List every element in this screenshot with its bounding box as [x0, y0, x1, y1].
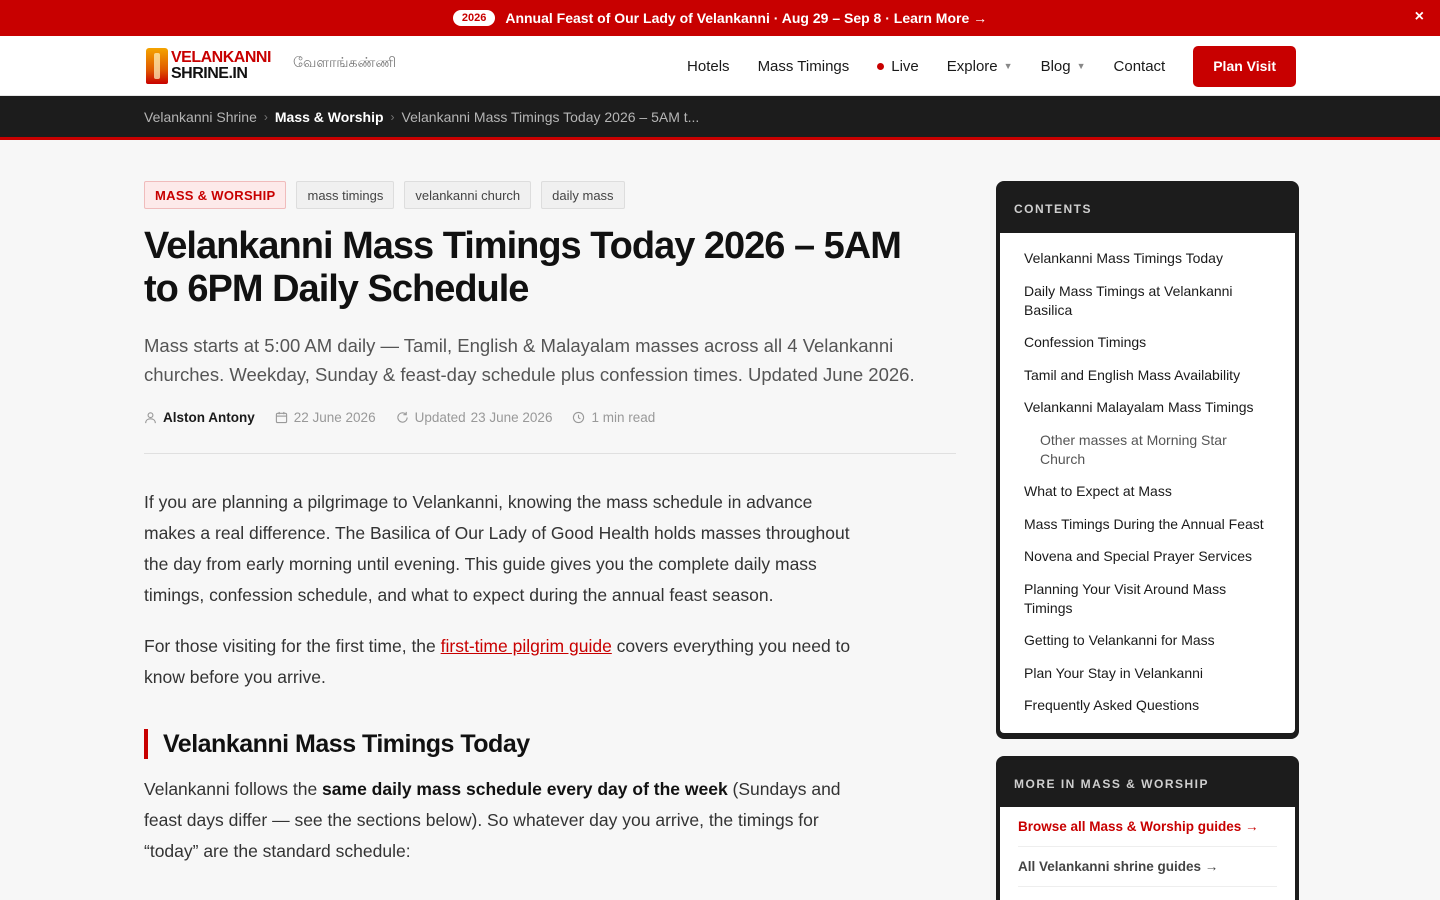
page-title: Velankanni Mass Timings Today 2026 – 5AM to 6PM Daily Schedule — [144, 225, 901, 310]
toc-item[interactable]: Novena and Special Prayer Services — [1024, 548, 1253, 564]
logo-wordmark — [171, 50, 271, 82]
chevron-down-icon: ▼ — [1003, 61, 1013, 71]
toc-item[interactable]: Frequently Asked Questions — [1024, 697, 1200, 713]
table-of-contents — [996, 181, 1299, 739]
announcement-text[interactable]: Annual Feast of Our Lady of Velankanni · Aug 29 – Sep 8 · Learn More → — [505, 10, 988, 26]
year-badge: 2026 — [453, 10, 495, 26]
logo-line-1: VELANKANNI — [171, 49, 271, 66]
nav-live-label: Live — [891, 57, 919, 75]
toc-subitem[interactable]: Other masses at Morning Star Church — [1040, 431, 1227, 467]
user-icon — [144, 411, 157, 424]
toc-item[interactable]: Tamil and English Mass Availability — [1024, 366, 1241, 383]
breadcrumb-section[interactable]: Mass & Worship — [274, 108, 384, 125]
toc-item[interactable]: Daily Mass Timings at Velankanni Basilica — [1024, 282, 1233, 318]
tag-category[interactable]: MASS & WORSHIP — [144, 181, 286, 209]
toc-item[interactable]: Confession Timings — [1024, 334, 1147, 350]
toc-item[interactable]: What to Expect at Mass — [1024, 483, 1172, 499]
chevron-right-icon: › — [263, 109, 268, 124]
toc-item[interactable]: Getting to Velankanni for Mass — [1024, 632, 1215, 648]
logo-line-2: SHRINE.IN — [171, 65, 248, 82]
toc-item[interactable]: Velankanni Mass Timings Today — [1024, 250, 1223, 266]
nav-blog-label: Blog — [1040, 57, 1071, 75]
site-header — [0, 36, 1440, 96]
nav-live[interactable] — [877, 58, 919, 75]
toc-heading: CONTENTS — [1014, 202, 1092, 216]
toc-item[interactable]: Mass Timings During the Annual Feast — [1024, 515, 1264, 532]
article-body-continued — [144, 774, 854, 867]
nav-mass-timings[interactable] — [758, 58, 850, 75]
nav-contact[interactable] — [1114, 58, 1166, 75]
intro-paragraph: If you are planning a pilgrimage to Velankanni, knowing the mass schedule in advance makes a real difference. The Basilica of Our Lady of Good Health holds masses throughout the day from early morning until evening. This guide gives you the complete daily mass timings, confession schedule, and what to expect during the annual feast season. — [144, 492, 850, 605]
live-dot-icon — [877, 63, 884, 70]
tag-mass-timings[interactable]: mass timings — [296, 181, 394, 209]
article — [144, 181, 956, 887]
nav-mass-timings-label: Mass Timings — [757, 57, 850, 75]
announcement-bar[interactable] — [0, 0, 1440, 36]
nav-explore-label: Explore — [946, 57, 998, 75]
published-date: 22 June 2026 — [293, 409, 376, 425]
article-meta — [144, 407, 956, 427]
schedule-paragraph — [144, 774, 854, 867]
article-subtitle: Mass starts at 5:00 AM daily — Tamil, English & Malayalam masses across all 4 Velankanni churches. Weekday, Sunday & feast-day schedule plus confession times. Updated June 2026. — [144, 335, 915, 385]
site-logo[interactable] — [146, 48, 276, 84]
article-body — [144, 487, 854, 693]
tag-velankanni-church[interactable]: velankanni church — [404, 181, 531, 209]
more-links — [1000, 807, 1295, 900]
calendar-icon — [275, 411, 288, 424]
toc-list — [1000, 233, 1295, 733]
nav-hotels[interactable] — [687, 58, 730, 75]
first-time-paragraph — [144, 631, 854, 693]
clock-icon — [572, 411, 585, 424]
author-name[interactable]: Alston Antony — [163, 409, 255, 425]
shrine-logo-icon — [146, 48, 168, 84]
browse-section-guides-link[interactable]: Browse all Mass & Worship guides → — [1018, 807, 1277, 847]
toc-item[interactable]: Velankanni Malayalam Mass Timings — [1024, 399, 1254, 415]
updated-date: 23 June 2026 — [470, 409, 553, 425]
more-in-section — [996, 756, 1299, 900]
chevron-down-icon: ▼ — [1076, 61, 1086, 71]
toc-item[interactable]: Planning Your Visit Around Mass Timings — [1024, 580, 1227, 616]
logo-tamil-text: வேளாங்கண்ணி — [293, 55, 397, 71]
emphasis-text: same daily mass schedule every day of the week — [322, 779, 728, 799]
close-icon[interactable]: × — [1414, 8, 1424, 25]
refresh-icon — [396, 411, 409, 424]
paragraph-text: covers everything you need to know before you arrive. — [144, 636, 851, 687]
section-heading-mass-timings-today: Velankanni Mass Timings Today — [144, 729, 956, 759]
divider — [144, 453, 956, 454]
nav-hotels-label: Hotels — [687, 57, 730, 75]
tag-daily-mass[interactable]: daily mass — [541, 181, 624, 209]
nav-explore[interactable] — [947, 58, 1013, 75]
paragraph-text: For those visiting for the first time, the — [144, 636, 441, 656]
plan-visit-button[interactable]: Plan Visit — [1193, 46, 1296, 87]
paragraph-text: (Sundays and feast days differ — see the sections below). So whatever day you arrive, the timings for “today” are the standard schedule: — [144, 779, 841, 861]
updated-label: Updated — [414, 409, 466, 425]
paragraph-text: Velankanni follows the — [144, 779, 323, 799]
breadcrumb — [0, 96, 1440, 140]
read-time: 1 min read — [591, 409, 656, 425]
breadcrumb-current: Velankanni Mass Timings Today 2026 – 5AM t... — [401, 108, 700, 125]
main-nav — [687, 45, 1296, 87]
tag-list — [144, 181, 956, 209]
nav-blog[interactable] — [1041, 58, 1086, 75]
first-time-guide-link[interactable]: first-time pilgrim guide — [440, 636, 612, 656]
all-shrine-guides-link[interactable]: All Velankanni shrine guides → — [1018, 847, 1277, 887]
breadcrumb-home[interactable]: Velankanni Shrine — [144, 108, 257, 125]
nav-contact-label: Contact — [1113, 57, 1166, 75]
toc-item[interactable]: Plan Your Stay in Velankanni — [1024, 664, 1204, 681]
more-heading: MORE IN MASS & WORSHIP — [1014, 776, 1210, 791]
chevron-right-icon: › — [390, 109, 395, 124]
